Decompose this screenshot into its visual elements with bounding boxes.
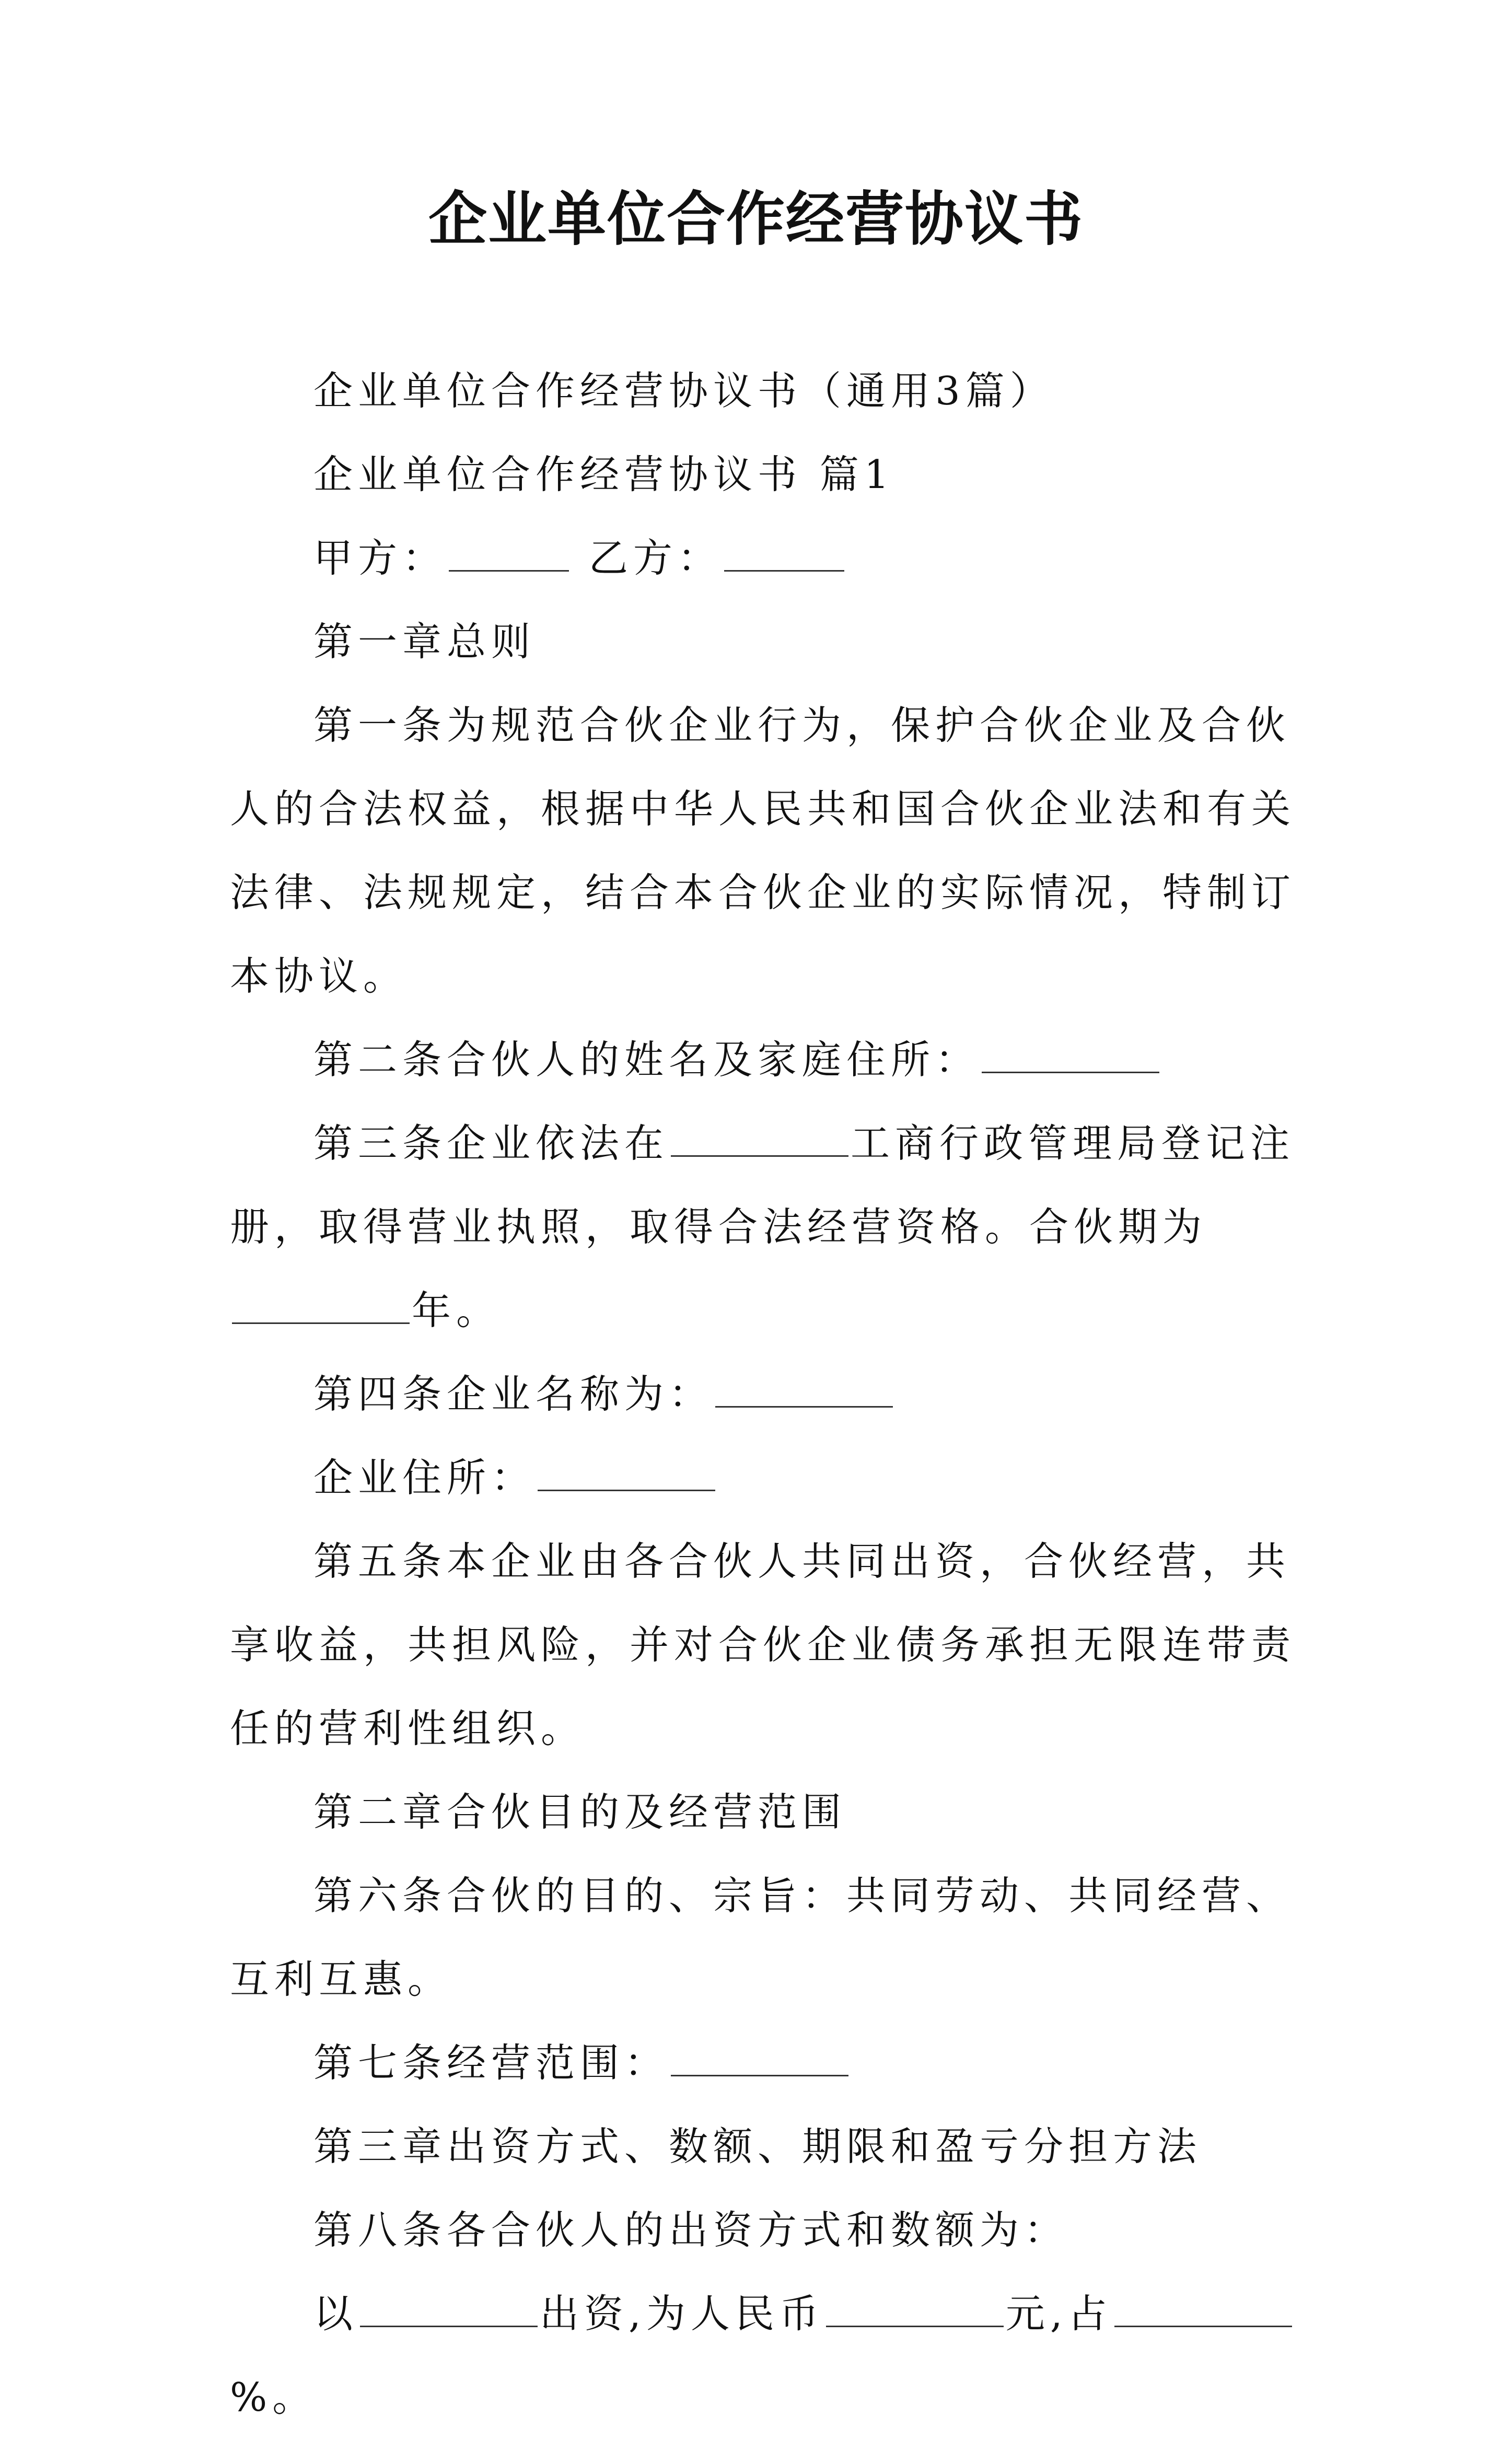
contribution-line [230,2272,1296,2439]
parties-line [230,516,1296,600]
party-b-blank [724,539,844,572]
article-2-blank [982,1040,1159,1073]
article-3 [230,1101,1296,1352]
contribution-part1: 以 [313,2291,358,2337]
party-a-label: 甲方： [313,535,447,581]
contribution-method-blank [360,2294,538,2327]
article-6: 第六条合伙的目的、宗旨：共同劳动、共同经营、互利互惠。 [230,1873,1291,2002]
chapter-1-heading: 第一章总则 [313,619,536,665]
company-address-blank [538,1458,715,1491]
document-title: 企业单位合作经营协议书 [428,185,1084,253]
contribution-part3: 元,占 [1005,2291,1112,2337]
contribution-part4: %。 [230,2374,317,2420]
chapter-2-heading: 第二章合伙目的及经营范围 [313,1789,847,1835]
article-2-label: 第二条合伙人的姓名及家庭住所： [313,1037,980,1083]
business-scope-blank [671,2043,848,2076]
article-1: 第一条为规范合伙企业行为，保护合伙企业及合伙人的合法权益，根据中华人民共和国合伙企业法和有关法律、法规规定，结合本合伙企业的实际情况，特制订本协议。 [230,702,1296,999]
company-name-blank [715,1375,893,1408]
article-3-part3: 年。 [412,1287,501,1333]
article-4-label: 第四条企业名称为： [313,1371,714,1417]
company-address-label: 企业住所： [313,1455,536,1501]
company-address [230,1436,1296,1519]
paragraph-subtitle: 企业单位合作经营协议书（通用3篇） [313,368,1054,414]
article-4 [230,1352,1296,1436]
paragraph-section-heading: 企业单位合作经营协议书 篇1 [313,451,894,497]
article-8: 第八条各合伙人的出资方式和数额为： [313,2207,1069,2253]
partnership-term-blank [232,1291,410,1324]
chapter-3-heading: 第三章出资方式、数额、期限和盈亏分担方法 [313,2123,1202,2169]
contribution-percent-blank [1114,2294,1292,2327]
contribution-part2: 出资,为人民币 [540,2291,824,2337]
party-a-blank [449,539,569,572]
document-body [230,349,1296,2439]
registration-office-blank [671,1124,848,1157]
article-7 [230,2021,1296,2105]
article-5: 第五条本企业由各合伙人共同出资，合伙经营，共享收益，共担风险，并对合伙企业债务承担无限连带责任的营利性组织。 [230,1538,1296,1751]
article-3-part1: 第三条企业依法在 [313,1120,669,1166]
article-2 [230,1018,1296,1101]
party-b-label: 乙方： [588,535,722,581]
article-7-label: 第七条经营范围： [313,2040,669,2086]
contribution-amount-blank [826,2294,1004,2327]
article-3-part2: 工商行政管理局登记注册，取得营业执照，取得合法经营资格。合伙期为 [230,1120,1295,1250]
